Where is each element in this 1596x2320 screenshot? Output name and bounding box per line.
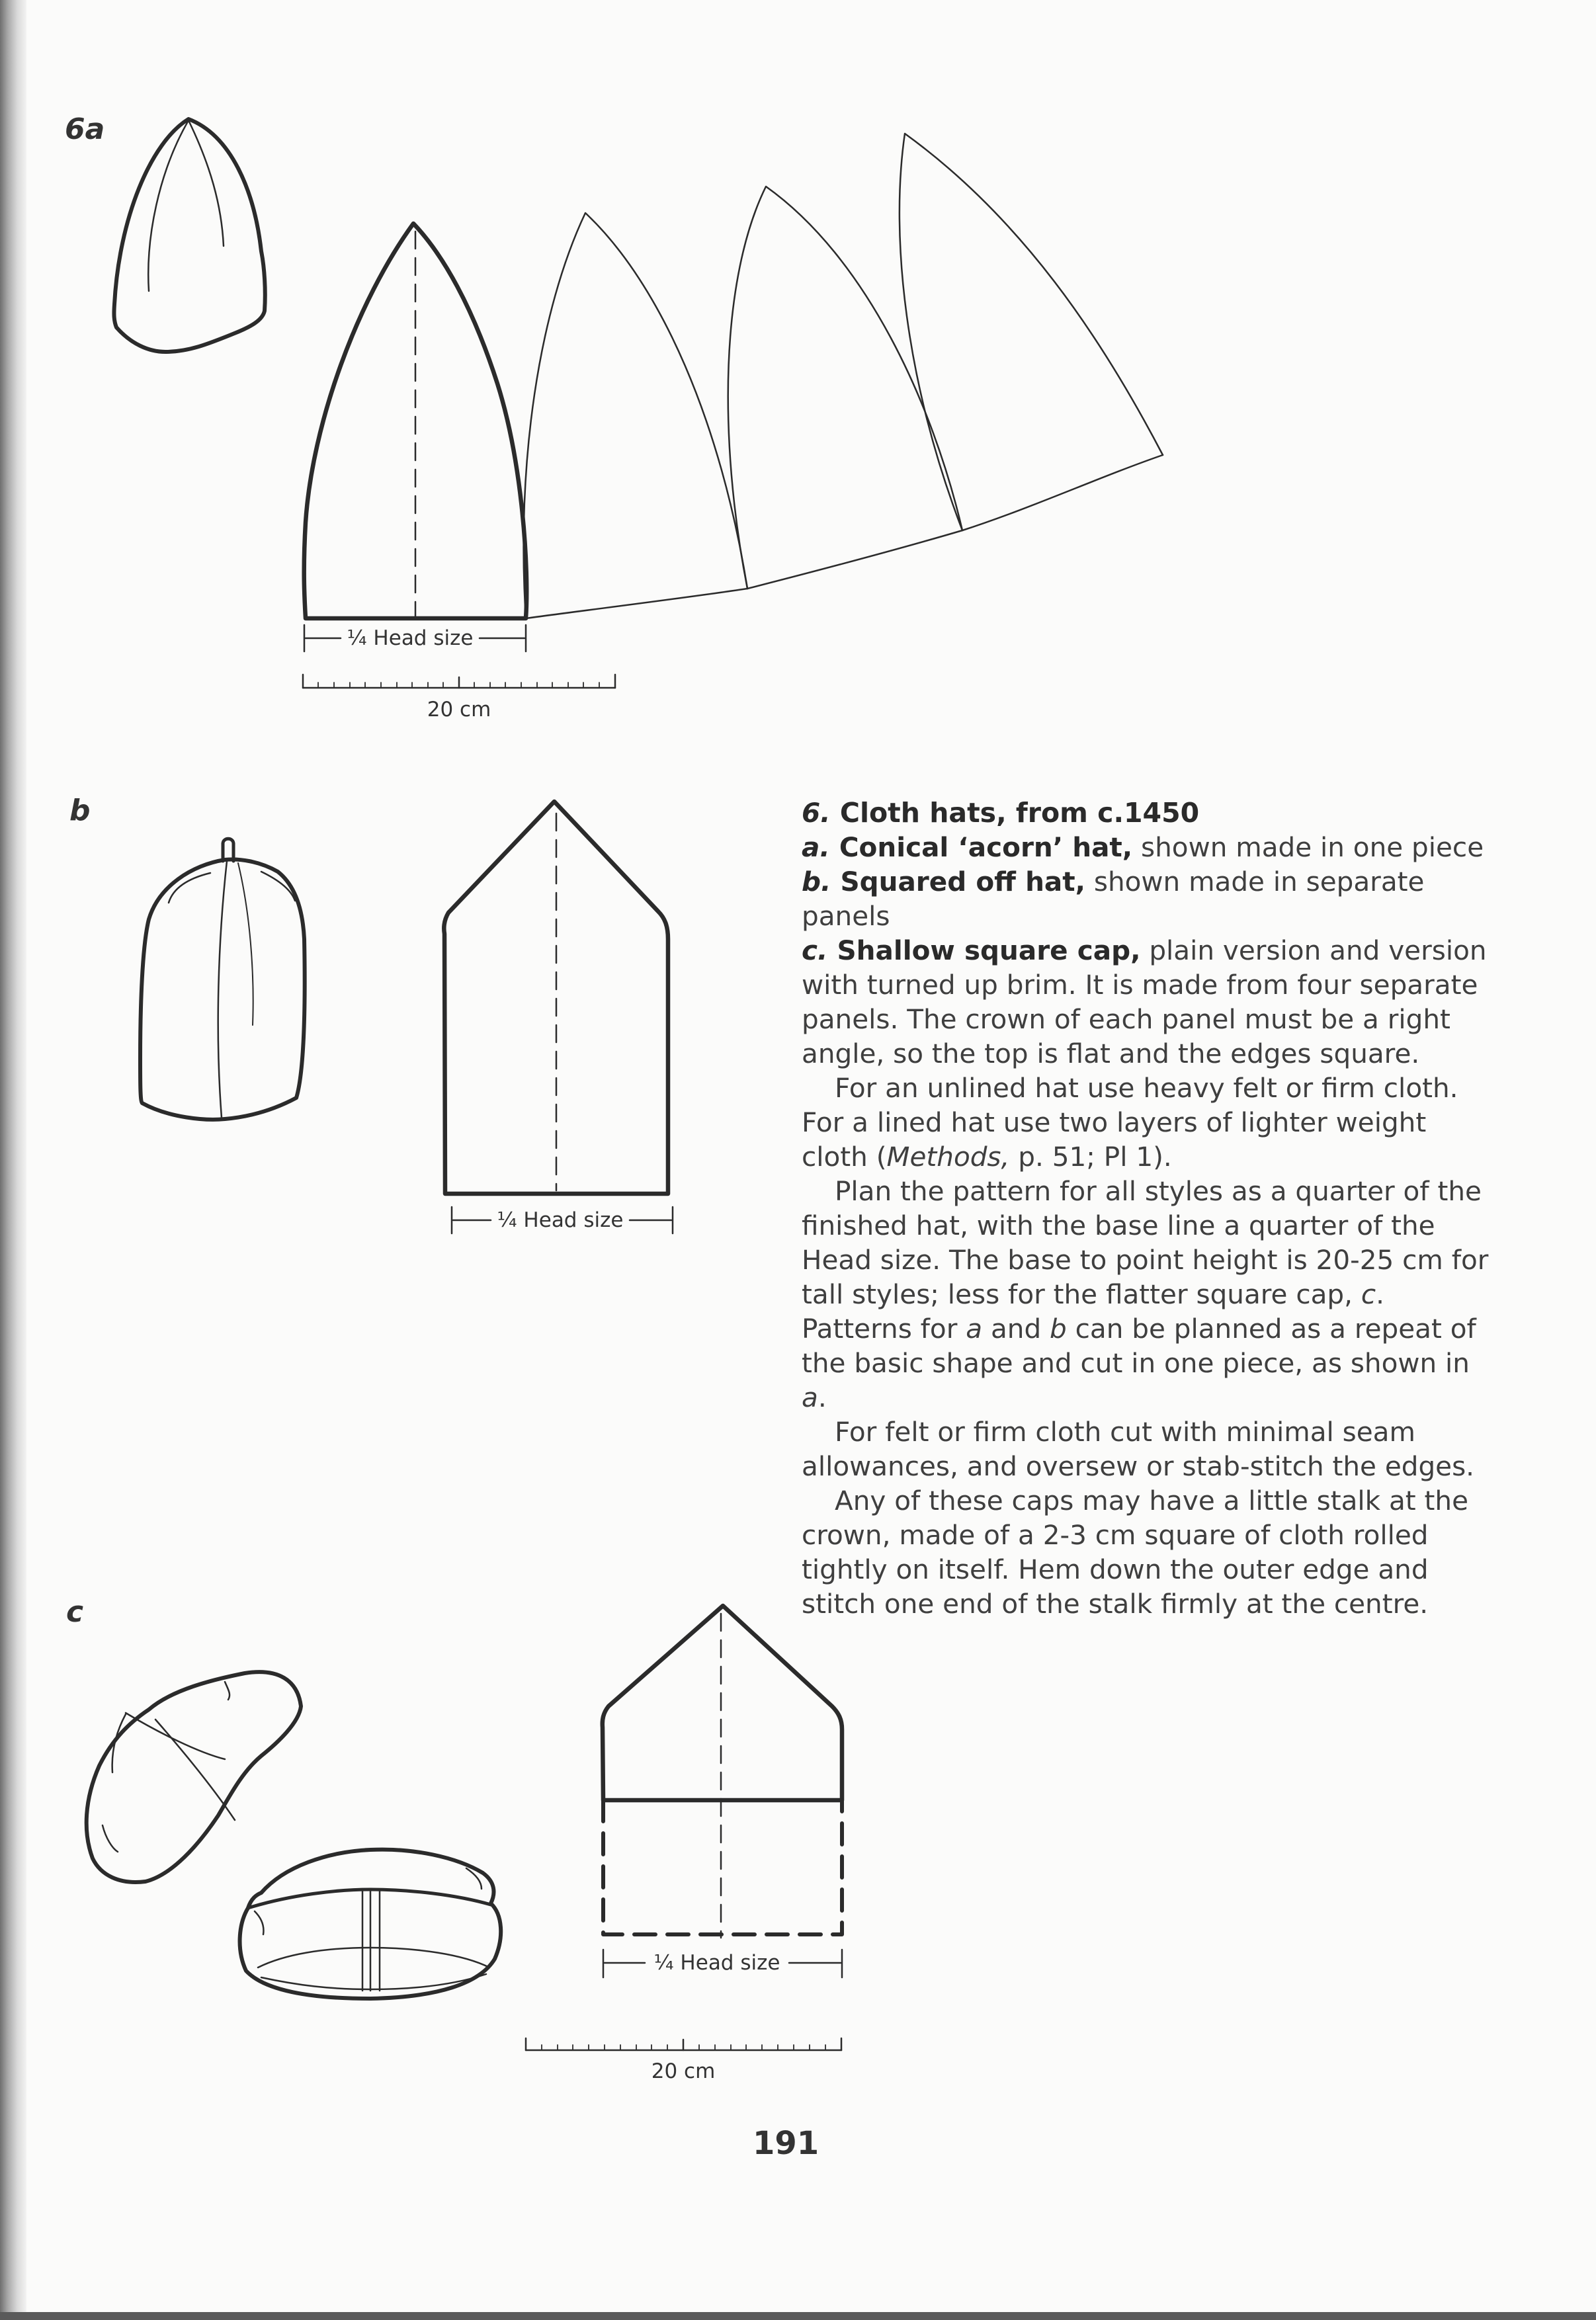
- caption-paragraph-cutting: For felt or firm cloth cut with minimal seam allowances, and oversew or stab-stitch the edges.: [802, 1416, 1475, 1482]
- figure-label-b: b: [69, 794, 91, 827]
- figure-label-6a: 6a: [65, 112, 105, 146]
- squared-pattern-piece: [444, 802, 668, 1194]
- scale-label-c: 20 cm: [651, 2059, 716, 2083]
- scale-bar-c: [526, 2038, 841, 2050]
- caption-title: 6. Cloth hats, from c.1450: [802, 797, 1200, 829]
- page-bottom-edge: [0, 2312, 1596, 2320]
- caption-item-b: b. Squared off hat, shown made in separate panels: [802, 866, 1425, 932]
- quarter-head-label-b: ¼ Head size: [497, 1208, 624, 1232]
- caption-paragraph-planning: Plan the pattern for all styles as a quarter of the finished hat, with the base line a quarter of the Head size. The base to point height is 20-25 cm for tall styles; less for the flatter square cap, c. Patterns for a and b can be planned as a repeat of the basic shape and cut in one piece, as shown in a.: [802, 1175, 1489, 1413]
- scale-bar-a: [303, 675, 615, 688]
- squared-hat-sketch: [140, 839, 305, 1120]
- scale-label-a: 20 cm: [427, 698, 491, 722]
- acorn-hat-sketch: [114, 119, 265, 352]
- figure-label-c: c: [66, 1595, 84, 1629]
- square-cap-pattern-piece: [603, 1606, 842, 1938]
- caption-item-a: a. Conical ‘acorn’ hat, shown made in one piece: [802, 831, 1484, 863]
- figure-caption: [802, 796, 1496, 1621]
- caption-paragraph-lining: For an unlined hat use heavy felt or firm cloth. For a lined hat use two layers of lighter weight cloth (Methods, p. 51; Pl 1).: [802, 1072, 1458, 1173]
- brimmed-cap-sketch: [240, 1850, 501, 1999]
- caption-paragraph-stalk: Any of these caps may have a little stalk at the crown, made of a 2-3 cm square of cloth rolled tightly on itself. Hem down the outer edge and stitch one end of the stalk firmly at the centre.: [802, 1485, 1469, 1620]
- caption-item-c: c. Shallow square cap, plain version and version with turned up brim. It is made from four separate panels. The crown of each panel must be a right angle, so the top is flat and the edges square.: [802, 934, 1487, 1069]
- quarter-head-label-a: ¼ Head size: [347, 626, 474, 650]
- acorn-pattern-piece: [304, 224, 527, 618]
- page-number: 191: [753, 2125, 819, 2162]
- quarter-head-label-c: ¼ Head size: [653, 1951, 780, 1975]
- acorn-repeat-panels: [524, 134, 1163, 618]
- flat-cap-sketch: [87, 1672, 301, 1882]
